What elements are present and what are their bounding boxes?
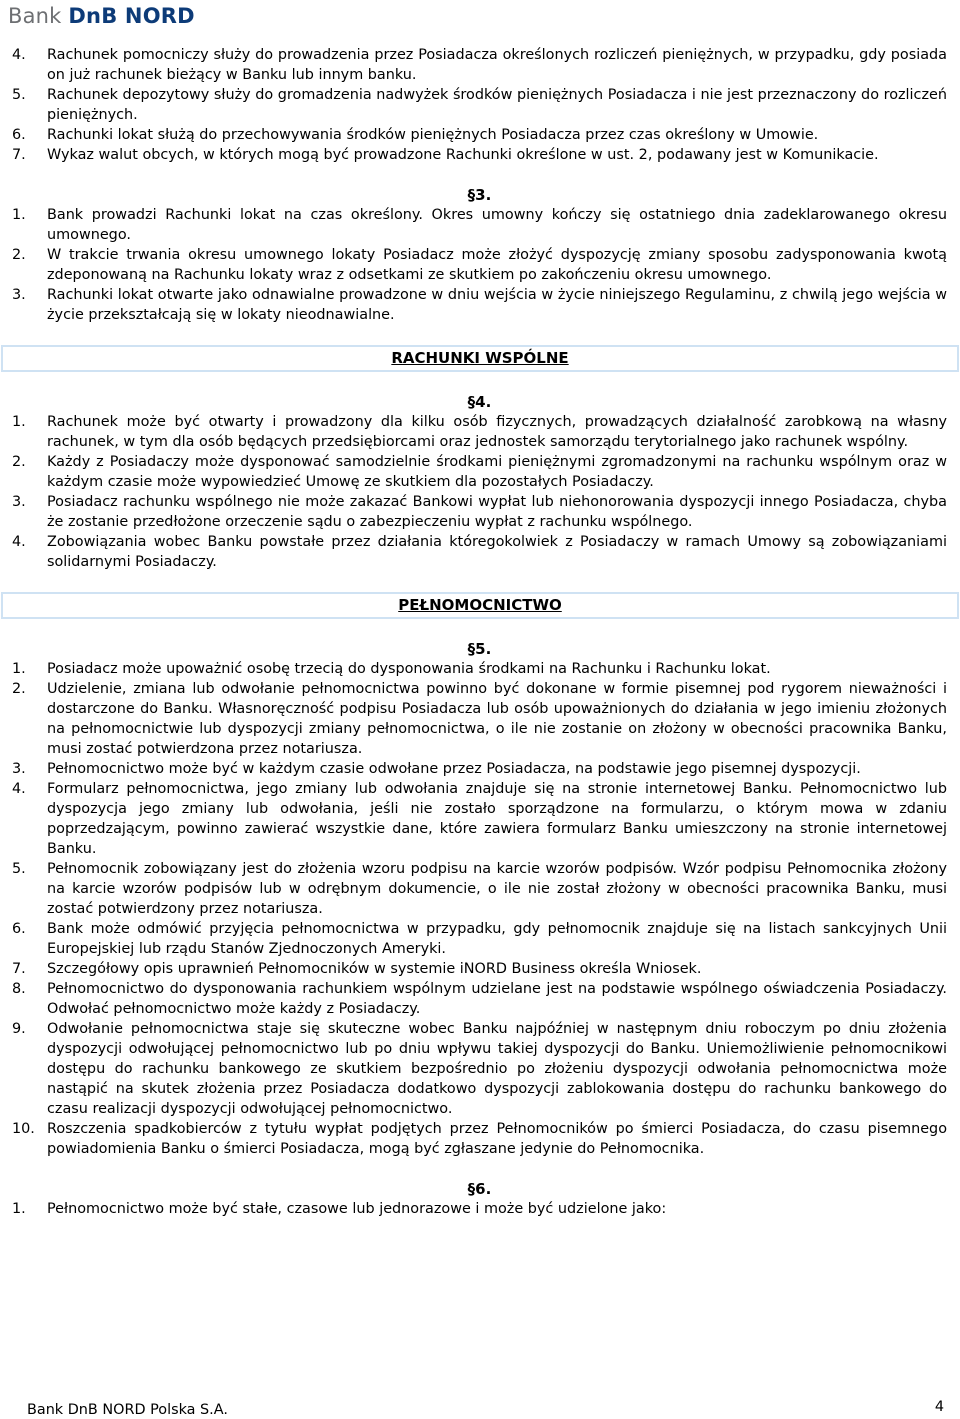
list-item-number: 6.	[12, 921, 26, 937]
list-item-number: 8.	[12, 981, 26, 997]
list-item-number: 4.	[12, 781, 26, 797]
section-number: §3.	[467, 186, 492, 204]
list-item	[12, 145, 947, 165]
list-item-text: Odwołanie pełnomocnictwa staje się skuteczne wobec Banku najpóźniej w następnym dniu roboczym po dniu złożenia dyspozycji odwołującej pełnomocnictwo lub po dniu wpływu takiej dyspozycji do Banku. Uniemożliwienie pełnomocnikowi dostępu do rachunku bankowego ze skutkiem bezpośrednio po złożeniu dyspozycji odwołania pełnomocnictwa może nastąpić na skutek złożenia przez Posiadacza dodatkowo dyspozycji zablokowania dostępu do rachunku bankowego do czasu realizacji dyspozycji odwołującej pełnomocnictwo.	[47, 1021, 947, 1117]
list-item	[12, 205, 947, 245]
list-item	[12, 532, 947, 572]
footer-page-number: 4	[934, 1399, 944, 1415]
list-item-text: Wykaz walut obcych, w których mogą być prowadzone Rachunki określone w ust. 2, podawany jest w Komunikacie.	[47, 147, 879, 163]
list-item	[12, 759, 947, 779]
list-item-text: Rachunek depozytowy służy do gromadzenia nadwyżek środków pieniężnych Posiadacza i nie jest przeznaczony do rozliczeń pieniężnych.	[47, 87, 947, 123]
list-item	[12, 85, 947, 125]
list-item	[12, 859, 947, 919]
list-item	[12, 45, 947, 85]
list-item	[12, 979, 947, 1019]
list-item	[12, 452, 947, 492]
spacer	[12, 325, 947, 345]
list-item-number: 6.	[12, 127, 26, 143]
list-item-text: Każdy z Posiadaczy może dysponować samodzielnie środkami pieniężnymi zgromadzonymi na rachunku wspólnym oraz w każdym czasie może wypowiedzieć Umowę ze skutkiem dla pozostałych Posiadaczy.	[47, 454, 947, 490]
list-item-text: Pełnomocnik zobowiązany jest do złożenia wzoru podpisu na karcie wzorów podpisów. Wzór podpisu Pełnomocnika złożony na karcie wzorów podpisów lub w odrębnym dokumencie, o ile nie został złożony w obecności pracownika Banku, musi zostać potwierdzony przez notariusza.	[47, 861, 947, 917]
list-item-number: 2.	[12, 681, 26, 697]
list-item-text: Zobowiązania wobec Banku powstałe przez działania któregokolwiek z Posiadaczy w ramach Umowy są zobowiązaniami solidarnymi Posiadaczy.	[47, 534, 947, 570]
footer-company-name: Bank DnB NORD Polska S.A.	[27, 1402, 228, 1418]
list-item-number: 2.	[12, 454, 26, 470]
list-item	[12, 1199, 947, 1219]
list-item-number: 7.	[12, 961, 26, 977]
section-number: §6.	[467, 1180, 492, 1198]
list-item-text: Pełnomocnictwo może być w każdym czasie odwołane przez Posiadacza, na podstawie jego pisemnej dyspozycji.	[47, 761, 861, 777]
list-item-number: 3.	[12, 287, 26, 303]
list-item-text: W trakcie trwania okresu umownego lokaty Posiadacz może złożyć dyspozycję zmiany sposobu zadysponowania kwotą zdeponowaną na Rachunku lokaty wraz z odsetkami ze skutkiem po zakończeniu okresu umownego.	[47, 247, 947, 283]
list-item	[12, 659, 947, 679]
list-item-number: 1.	[12, 1201, 26, 1217]
spacer	[12, 619, 947, 639]
section-number: §4.	[467, 393, 492, 411]
list-item-number: 1.	[12, 207, 26, 223]
section-title: PEŁNOMOCNICTWO	[1, 592, 959, 619]
list-item-text: Rachunki lokat otwarte jako odnawialne prowadzone w dniu wejścia w życie niniejszego Regulaminu, z chwilą jego wejścia w życie przekształcają się w lokaty nieodnawialne.	[47, 287, 947, 323]
list-item-text: Bank może odmówić przyjęcia pełnomocnictwa w przypadku, gdy pełnomocnik znajduje się na listach sankcyjnych Unii Europejskiej lub rządu Stanów Zjednoczonych Ameryki.	[47, 921, 947, 957]
spacer	[12, 165, 947, 185]
list-item	[12, 125, 947, 145]
list-item	[12, 492, 947, 532]
section-title: RACHUNKI WSPÓLNE	[1, 345, 959, 372]
section-number: §5.	[467, 640, 492, 658]
list-item-number: 3.	[12, 494, 26, 510]
list-item-number: 10.	[12, 1121, 35, 1137]
list-item	[12, 779, 947, 859]
list-item-text: Rachunki lokat służą do przechowywania środków pieniężnych Posiadacza przez czas określony w Umowie.	[47, 127, 819, 143]
spacer	[12, 1159, 947, 1179]
spacer	[12, 372, 947, 392]
list-item-text: Pełnomocnictwo do dysponowania rachunkiem wspólnym udzielane jest na podstawie wspólnego oświadczenia Posiadaczy. Odwołać pełnomocnictwo może każdy z Posiadaczy.	[47, 981, 947, 1017]
list-item	[12, 1119, 947, 1159]
list-item-text: Formularz pełnomocnictwa, jego zmiany lub odwołania znajduje się na stronie internetowej Banku. Pełnomocnictwo lub dyspozycja jego zmiany lub odwołania, jeśli nie zostało sporządzone na formularzu, o którym mowa w zdaniu poprzedzającym, powinno zawierać wszystkie dane, które zawiera formularz Banku umieszczony na stronie internetowej Banku.	[47, 781, 947, 857]
list-item-text: Pełnomocnictwo może być stałe, czasowe lub jednorazowe i może być udzielone jako:	[47, 1201, 667, 1217]
list-item-text: Roszczenia spadkobierców z tytułu wypłat podjętych przez Pełnomocników po śmierci Posiadacza, do czasu pisemnego powiadomienia Banku o śmierci Posiadacza, mogą być zgłaszane jedynie do Pełnomocnika.	[47, 1121, 947, 1157]
list-item-number: 5.	[12, 87, 26, 103]
bank-logo	[8, 4, 195, 28]
list-item-number: 3.	[12, 761, 26, 777]
list-item	[12, 412, 947, 452]
list-item	[12, 919, 947, 959]
list-item	[12, 959, 947, 979]
list-item	[12, 285, 947, 325]
spacer	[12, 572, 947, 592]
list-item-number: 1.	[12, 414, 26, 430]
list-item-number: 2.	[12, 247, 26, 263]
list-item-number: 5.	[12, 861, 26, 877]
list-item-text: Posiadacz rachunku wspólnego nie może zakazać Bankowi wypłat lub niehonorowania dyspozycji innego Posiadacza, chyba że zostanie przedłożone orzeczenie sądu o zabezpieczeniu wypłat z rachunku wspólnego.	[47, 494, 947, 530]
list-item-number: 1.	[12, 661, 26, 677]
list-item-text: Szczegółowy opis uprawnień Pełnomocników w systemie iNORD Business określa Wniosek.	[47, 961, 702, 977]
list-item-text: Udzielenie, zmiana lub odwołanie pełnomocnictwa powinno być dokonane w formie pisemnej pod rygorem nieważności i dostarczone do Banku. Własnoręczność podpisu Posiadacza lub osób upoważnionych do działania w jego imieniu złożonych na pełnomocnictwie lub dyspozycji zmiany pełnomocnictwa, o ile nie zostanie on złożony w obecności pracownika Banku, musi zostać potwierdzona przez notariusza.	[47, 681, 947, 757]
document-body	[12, 45, 947, 1219]
list-item-text: Rachunek może być otwarty i prowadzony dla kilku osób fizycznych, prowadzących działalność zarobkową na własny rachunek, w tym dla osób będących przedsiębiorcami oraz jednostek samorządu terytorialnego jako rachunek wspólny.	[47, 414, 947, 450]
list-item-text: Rachunek pomocniczy służy do prowadzenia przez Posiadacza określonych rozliczeń pieniężnych, w przypadku, gdy posiada on już rachunek bieżący w Banku lub innym banku.	[47, 47, 947, 83]
list-item-number: 4.	[12, 534, 26, 550]
list-item-number: 9.	[12, 1021, 26, 1037]
list-item	[12, 1019, 947, 1119]
list-item-text: Posiadacz może upoważnić osobę trzecią do dysponowania środkami na Rachunku i Rachunku lokat.	[47, 661, 771, 677]
list-item-text: Bank prowadzi Rachunki lokat na czas określony. Okres umowny kończy się ostatniego dnia zadeklarowanego okresu umownego.	[47, 207, 947, 243]
list-item	[12, 679, 947, 759]
list-item	[12, 245, 947, 285]
logo-text-dnb-nord: DnB NORD	[68, 4, 195, 28]
list-item-number: 4.	[12, 47, 26, 63]
logo-text-bank: Bank	[8, 4, 69, 28]
list-item-number: 7.	[12, 147, 26, 163]
